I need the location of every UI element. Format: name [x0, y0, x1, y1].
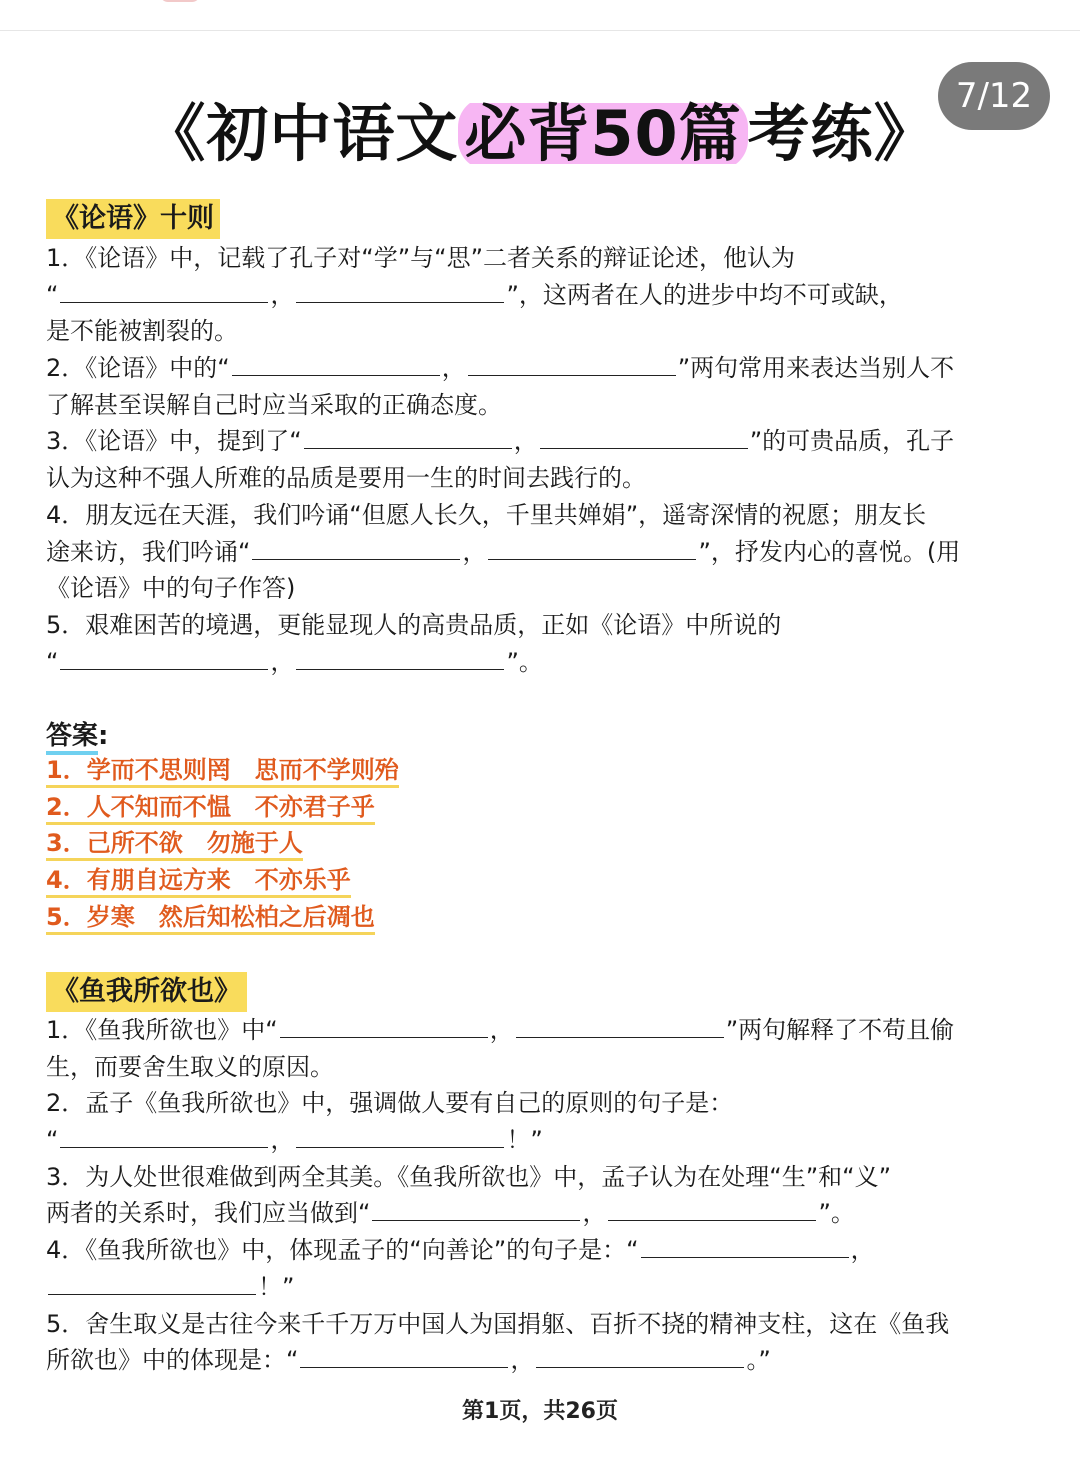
question-line: 两者的关系时，我们应当做到“ ， ”。	[46, 1199, 855, 1228]
question-line: 4．朋友远在天涯，我们吟诵“但愿人长久，千里共婵娟”，遥寄深情的祝愿；朋友长	[46, 500, 927, 529]
answer-blank[interactable]	[60, 280, 268, 303]
section2-questions	[46, 1012, 1036, 1379]
answers-label: 答案:	[46, 718, 108, 754]
question-line: 1．《鱼我所欲也》中“ ， ”两句解释了不苟且偷	[46, 1016, 955, 1044]
question-line: 生，而要舍生取义的原因。	[46, 1052, 334, 1081]
answer-item: 1．学而不思则罔 思而不学则殆	[46, 752, 399, 789]
answer-blank[interactable]	[60, 647, 268, 670]
answer-blank[interactable]	[536, 1345, 744, 1368]
title-after: 考练》	[747, 97, 937, 170]
answer-blank[interactable]	[516, 1015, 724, 1038]
question-line: “ ， ！”	[46, 1126, 543, 1155]
answer-blank[interactable]	[300, 1345, 508, 1368]
answer-blank[interactable]	[608, 1198, 816, 1221]
title-before: 《初中语文	[143, 97, 459, 170]
top-divider	[0, 30, 1080, 31]
answer-blank[interactable]	[641, 1235, 849, 1258]
answer-blank[interactable]	[296, 647, 504, 670]
question-line: 了解甚至误解自己时应当采取的正确态度。	[46, 390, 502, 419]
question-line: 《论语》中的句子作答)	[46, 574, 296, 603]
answer-blank[interactable]	[60, 1125, 268, 1148]
page-indicator-badge: 7/12	[938, 62, 1050, 130]
question-line: “ ， ”，这两者在人的进步中均不可或缺，	[46, 280, 903, 309]
answer-blank[interactable]	[296, 1125, 504, 1148]
question-line: 1．《论语》中，记载了孔子对“学”与“思”二者关系的辩证论述，他认为	[46, 244, 796, 272]
question-line: 4．《鱼我所欲也》中，体现孟子的“向善论”的句子是：“ ，	[46, 1236, 875, 1265]
question-line: 5．艰难困苦的境遇，更能显现人的高贵品质，正如《论语》中所说的	[46, 610, 782, 639]
answer-blank[interactable]	[252, 537, 460, 560]
answer-blank[interactable]	[296, 280, 504, 303]
answer-item: 2．人不知而不愠 不亦君子乎	[46, 789, 399, 826]
page-footer: 第1页，共26页	[462, 1399, 618, 1424]
answer-blank[interactable]	[304, 426, 512, 449]
question-line: 所欲也》中的体现是：“ ， 。”	[46, 1346, 771, 1375]
answer-blank[interactable]	[468, 353, 676, 376]
section-heading-lunyu: 《论语》十则	[46, 199, 220, 239]
answer-blank[interactable]	[280, 1015, 488, 1038]
question-line: 3．为人处世很难做到两全其美。《鱼我所欲也》中，孟子认为在处理“生”和“义”	[46, 1162, 892, 1191]
question-line: 3．《论语》中，提到了“ ， ”的可贵品质，孔子	[46, 427, 955, 456]
section1-questions	[46, 240, 1036, 680]
title-highlight: 必背50篇	[458, 97, 747, 170]
question-line: 5．舍生取义是古往今来千千万万中国人为国捐躯、百折不挠的精神支柱，这在《鱼我	[46, 1309, 950, 1338]
answer-item: 5．岁寒 然后知松柏之后凋也	[46, 899, 399, 936]
top-decoration	[160, 0, 200, 2]
question-line: 途来访，我们吟诵“ ， ”，抒发内心的喜悦。(用	[46, 537, 961, 566]
answer-blank[interactable]	[48, 1272, 256, 1295]
answer-blank[interactable]	[488, 537, 696, 560]
answers-list	[46, 752, 399, 935]
answer-item: 3．己所不欲 勿施于人	[46, 825, 399, 862]
question-line: “ ， ”。	[46, 647, 543, 676]
answer-item: 4．有朋自远方来 不亦乐乎	[46, 862, 399, 899]
question-line: 是不能被割裂的。	[46, 317, 238, 346]
answer-blank[interactable]	[232, 353, 440, 376]
question-line: 认为这种不强人所难的品质是要用一生的时间去践行的。	[46, 464, 646, 493]
page-title	[0, 90, 1080, 178]
question-line: 2．《论语》中的“ ， ”两句常用来表达当别人不	[46, 354, 955, 383]
section-heading-yuwosuoyuye: 《鱼我所欲也》	[46, 972, 247, 1012]
answer-blank[interactable]	[372, 1198, 580, 1221]
answer-blank[interactable]	[540, 426, 748, 449]
question-line: ！”	[46, 1269, 1036, 1306]
question-line: 2．孟子《鱼我所欲也》中，强调做人要有自己的原则的句子是：	[46, 1089, 734, 1118]
